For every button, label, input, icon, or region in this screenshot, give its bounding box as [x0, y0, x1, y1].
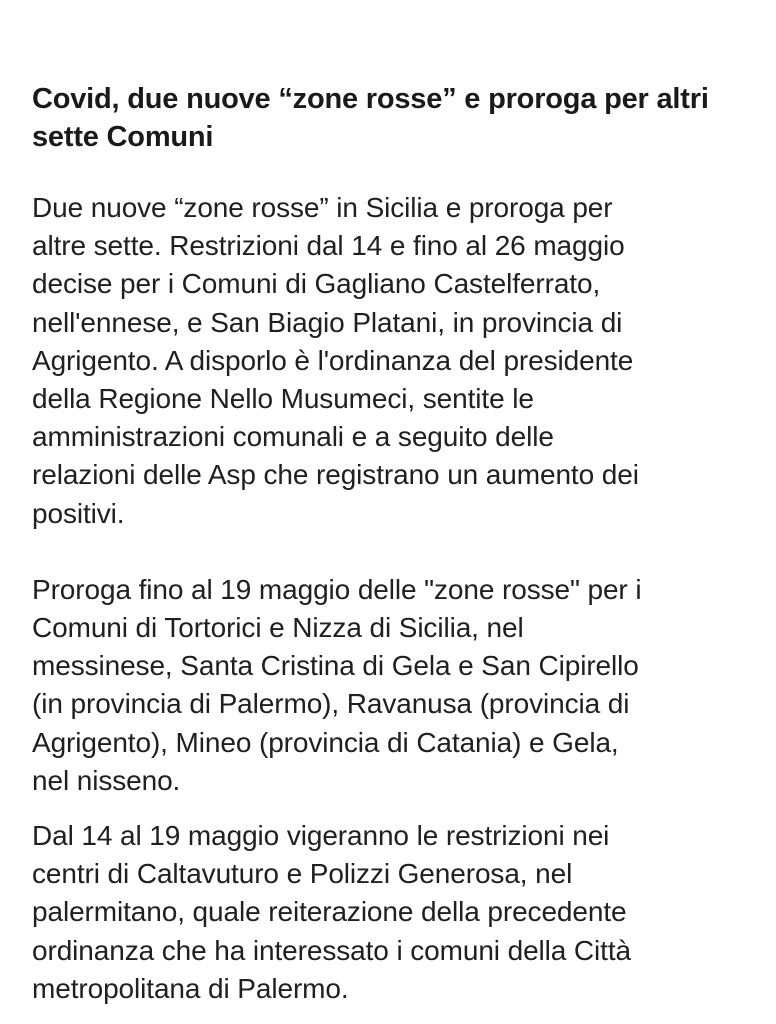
article: [32, 80, 752, 1008]
article-paragraph-2: Proroga fino al 19 maggio delle "zone rosse" per i Comuni di Tortorici e Nizza di Sicilia, nel messinese, Santa Cristina di Gela e San Cipirello (in provincia di Palermo), Ravanusa (provincia di Agrigento), Mineo (provincia di Catania) e Gela, nel nisseno.: [32, 573, 642, 796]
article-body: [32, 189, 752, 1008]
article-paragraph-1: Due nuove “zone rosse” in Sicilia e proroga per altre sette. Restrizioni dal 14 e fino al 26 maggio decise per i Comuni di Gagliano Castelferrato, nell'ennese, e San Biagio Platani, in provincia di Agrigento. A disporlo è l'ordinanza del presidente della Regione Nello Musumeci, sentite le amministrazioni comunali e a seguito delle relazioni delle Asp che registrano un aumento dei positivi.: [32, 192, 639, 529]
paragraph-spacer: [32, 533, 752, 571]
article-paragraph-3: Dal 14 al 19 maggio vigeranno le restrizioni nei centri di Caltavuturo e Polizzi Generosa, nel palermitano, quale reiterazione della precedente ordinanza che ha interessato i comuni della Città metropolitana di Palermo.: [32, 820, 632, 1004]
article-title: Covid, due nuove “zone rosse” e proroga per altri sette Comuni: [32, 83, 709, 153]
